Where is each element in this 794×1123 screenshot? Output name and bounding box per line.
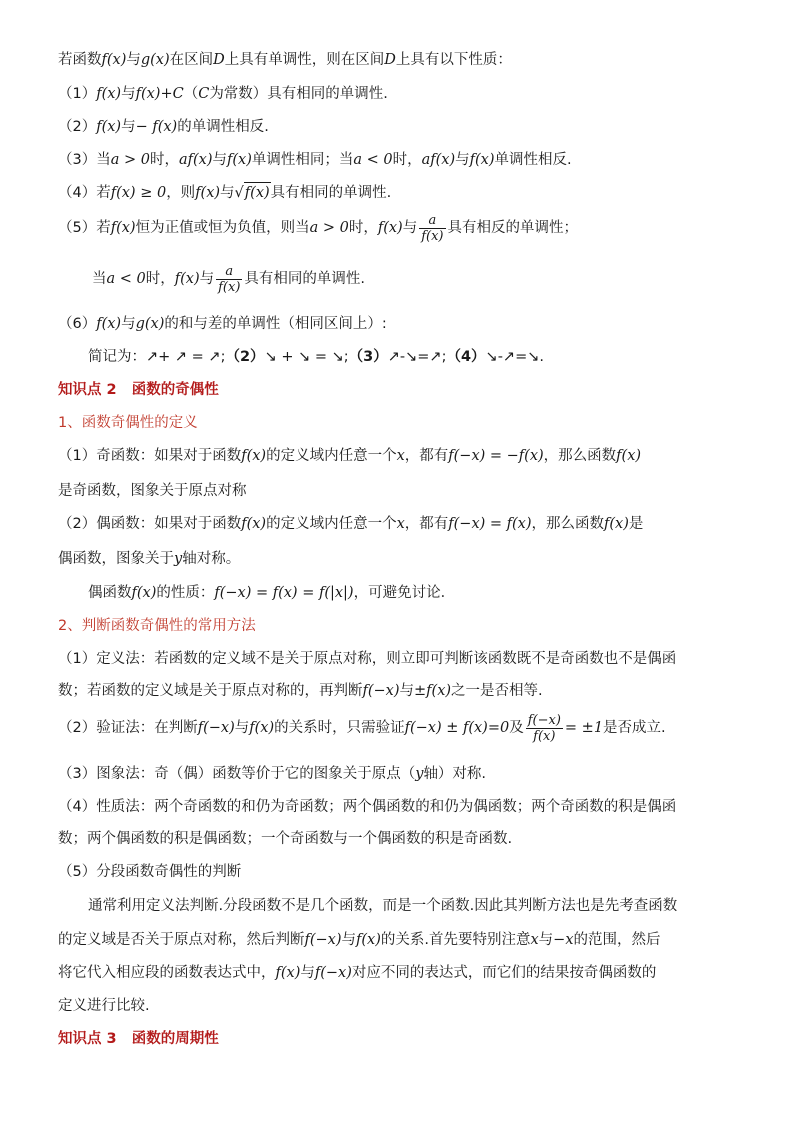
text: 与 xyxy=(220,185,235,201)
denominator: f(x) xyxy=(421,228,444,244)
math: g(x) xyxy=(140,52,170,68)
text: ↗-↘=↗; xyxy=(387,349,447,365)
piecewise-paragraph-line-3 xyxy=(58,963,738,983)
item-number: （1） xyxy=(58,86,97,102)
math: f(x)+C xyxy=(135,86,184,102)
piecewise-paragraph-line-1: 通常利用定义法判断.分段函数不是几个函数，而是一个函数.因此其判断方法也是先考查函数 xyxy=(88,898,678,914)
math: f(x) xyxy=(469,152,495,168)
heading-title: 函数的周期性 xyxy=(131,1031,219,1047)
piecewise-paragraph-line-2 xyxy=(58,930,738,950)
denominator: f(x) xyxy=(533,728,556,744)
math: f(x) xyxy=(275,965,301,981)
math: f(−x) xyxy=(362,683,400,699)
text: 定义法：若函数的定义域不是关于原点对称，则立即可判断该函数既不是奇函数也不是偶函 xyxy=(96,651,677,667)
math: y xyxy=(174,551,183,567)
item-number: （4） xyxy=(446,349,486,365)
math: af(x) xyxy=(178,152,213,168)
text: 将它代入相应段的函数表达式中， xyxy=(58,965,276,981)
text: 与 xyxy=(538,932,554,948)
math: f(x) xyxy=(241,448,267,464)
math: f(x) xyxy=(96,316,122,332)
method-5 xyxy=(58,862,738,882)
item-number: （4） xyxy=(58,799,97,815)
text: ，都有 xyxy=(404,448,449,464)
math: y xyxy=(415,766,424,782)
math: a < 0 xyxy=(106,271,146,287)
property-5 xyxy=(58,208,738,248)
item-number: （5） xyxy=(58,864,97,880)
math: D xyxy=(213,52,225,68)
text: 对应不同的表达式，而它们的结果按奇偶函数的 xyxy=(351,965,657,981)
text: 的范围，然后 xyxy=(573,932,661,948)
item-number: （6） xyxy=(58,316,97,332)
math: D xyxy=(384,52,396,68)
text: 与 xyxy=(212,152,227,168)
text: 及 xyxy=(509,720,524,736)
math: f(x) ≥ 0 xyxy=(110,185,167,201)
text: 与 xyxy=(455,152,470,168)
text: 与 xyxy=(341,932,357,948)
text: 偶函数：如果对于函数 xyxy=(96,516,242,532)
text: 偶函数 xyxy=(88,585,132,601)
heading-label: 知识点 2 xyxy=(58,382,117,398)
heading-title: 函数的奇偶性 xyxy=(131,382,219,398)
text: 与 xyxy=(199,271,215,287)
even-function-property xyxy=(88,583,738,603)
knowledge-point-3-heading xyxy=(58,1029,738,1049)
math: f(x) xyxy=(249,720,275,736)
text: 与 xyxy=(399,683,415,699)
text: 的关系.首先要特别注意 xyxy=(380,932,531,948)
math: f(x) xyxy=(356,932,381,948)
math: f(x) xyxy=(195,185,221,201)
text: 与 xyxy=(121,119,136,135)
text: 在区间 xyxy=(169,52,214,68)
text: 上具有单调性，则在区间 xyxy=(224,52,385,68)
math: f(−x) xyxy=(304,932,342,948)
text: 时， xyxy=(348,220,378,236)
text: （ xyxy=(183,86,199,102)
text: 与 xyxy=(234,720,250,736)
odd-function-definition xyxy=(58,446,738,466)
text: 与 xyxy=(126,52,141,68)
text: 若函数 xyxy=(58,52,102,68)
heading-label: 知识点 3 xyxy=(58,1031,117,1047)
item-number: （3） xyxy=(58,766,97,782)
math: f(−x) = f(x) = f(|x|) xyxy=(214,585,354,601)
text: 分段函数奇偶性的判断 xyxy=(96,864,242,880)
text: 的定义域内任意一个 xyxy=(266,448,397,464)
numerator: a xyxy=(419,213,445,229)
denominator: f(x) xyxy=(218,279,241,295)
item-number: （4） xyxy=(58,185,97,201)
text: 轴）对称. xyxy=(423,766,487,782)
math: − f(x) xyxy=(135,119,178,135)
intro-line xyxy=(58,50,738,70)
text: 时， xyxy=(145,271,175,287)
text: 当 xyxy=(92,271,107,287)
property-3 xyxy=(58,150,738,170)
text: 若 xyxy=(96,185,111,201)
math: f(x) xyxy=(377,220,403,236)
item-number: （1） xyxy=(58,651,97,667)
text: 时， xyxy=(392,152,422,168)
math: f(x) xyxy=(616,448,642,464)
text: 轴对称。 xyxy=(182,551,241,567)
math: a > 0 xyxy=(110,152,150,168)
text: 是否成立. xyxy=(603,720,666,736)
sqrt-argument: f(x) xyxy=(244,182,271,203)
text: 与 xyxy=(121,86,136,102)
math: f(x) xyxy=(241,516,267,532)
text: ，都有 xyxy=(404,516,449,532)
text: 单调性相同；当 xyxy=(251,152,354,168)
item-number: （5） xyxy=(58,220,97,236)
abbreviation-line xyxy=(88,347,738,367)
fraction xyxy=(419,213,445,244)
math: −x xyxy=(553,932,574,948)
item-number: （2） xyxy=(58,516,97,532)
math: f(−x) = −f(x) xyxy=(448,448,544,464)
item-number: （2） xyxy=(58,119,97,135)
odd-function-definition-cont: 是奇函数，图象关于原点对称 xyxy=(58,483,247,499)
text: 验证法：在判断 xyxy=(96,720,198,736)
method-4-cont: 数；两个偶函数的积是偶函数；一个奇函数与一个偶函数的积是奇函数. xyxy=(58,831,513,847)
property-2 xyxy=(58,117,738,137)
math: f(x) xyxy=(604,516,629,532)
text: ，则 xyxy=(166,185,196,201)
math: x xyxy=(530,932,539,948)
math: f(x) xyxy=(131,585,157,601)
text: 时， xyxy=(149,152,179,168)
text: ↘-↗=↘. xyxy=(485,349,544,365)
math: f(x) xyxy=(96,86,122,102)
math: g(x) xyxy=(135,316,165,332)
math: af(x) xyxy=(421,152,456,168)
math: f(−x) xyxy=(197,720,235,736)
property-5b xyxy=(92,259,738,299)
text: 的和与差的单调性（相同区间上）: xyxy=(164,316,387,332)
text: 具有相同的单调性. xyxy=(270,185,392,201)
method-2 xyxy=(58,708,738,748)
item-number: （1） xyxy=(58,448,97,464)
fraction xyxy=(216,264,242,295)
text: ↘ + ↘ = ↘; xyxy=(264,349,349,365)
math: f(−x) = f(x) xyxy=(448,516,532,532)
section-1-title: 1、函数奇偶性的定义 xyxy=(58,415,198,431)
math: a > 0 xyxy=(309,220,349,236)
section-2-title: 2、判断函数奇偶性的常用方法 xyxy=(58,618,256,634)
math: a < 0 xyxy=(353,152,393,168)
text: 的关系时，只需验证 xyxy=(274,720,405,736)
item-number: （3） xyxy=(58,152,97,168)
property-6 xyxy=(58,314,738,334)
math: f(x) xyxy=(227,152,252,168)
text: 性质法：两个奇函数的和仍为奇函数；两个偶函数的和仍为偶函数；两个奇函数的积是偶函 xyxy=(96,799,677,815)
math: C xyxy=(198,86,210,102)
numerator: f(−x) xyxy=(527,712,561,728)
text: 具有相同的单调性. xyxy=(244,271,366,287)
math: x xyxy=(396,448,405,464)
text: ，那么函数 xyxy=(543,448,617,464)
text: 若 xyxy=(96,220,111,236)
math: ±f(x) xyxy=(414,683,452,699)
text: 与 xyxy=(402,220,418,236)
text: 恒为正值或恒为负值，则当 xyxy=(135,220,310,236)
text: 是 xyxy=(628,516,644,532)
text: 当 xyxy=(96,152,111,168)
property-4 xyxy=(58,182,738,202)
text: 的定义域是否关于原点对称，然后判断 xyxy=(58,932,305,948)
knowledge-point-2-heading xyxy=(58,380,738,400)
text: 与 xyxy=(300,965,315,981)
math: f(−x) ± f(x)=0 xyxy=(404,720,510,736)
text: 奇函数：如果对于函数 xyxy=(96,448,242,464)
text: 为常数）具有相同的单调性. xyxy=(209,86,388,102)
piecewise-paragraph-line-4: 定义进行比较. xyxy=(58,998,150,1014)
numerator: a xyxy=(216,264,242,280)
text: 的单调性相反. xyxy=(177,119,269,135)
text: 图象法：奇（偶）函数等价于它的图象关于原点（ xyxy=(96,766,416,782)
math: x xyxy=(396,516,405,532)
even-function-definition xyxy=(58,514,738,534)
text: 与 xyxy=(121,316,136,332)
text: 数；若函数的定义域是关于原点对称的，再判断 xyxy=(58,683,363,699)
item-number: （2） xyxy=(225,349,265,365)
math: = ±1 xyxy=(564,720,604,736)
sqrt-sign: √ xyxy=(234,185,244,201)
item-number: （2） xyxy=(58,720,97,736)
even-function-definition-cont xyxy=(58,549,738,569)
property-1 xyxy=(58,84,738,104)
text: 具有相反的单调性； xyxy=(447,220,578,236)
fraction xyxy=(526,713,563,744)
method-1 xyxy=(58,649,738,669)
math: f(x) xyxy=(101,52,127,68)
method-4 xyxy=(58,797,738,817)
text: 的定义域内任意一个 xyxy=(266,516,397,532)
text: 之一是否相等. xyxy=(451,683,543,699)
math: f(x) xyxy=(110,220,136,236)
text: 偶函数，图象关于 xyxy=(58,551,174,567)
text: 上具有以下性质： xyxy=(395,52,512,68)
method-1-cont xyxy=(58,681,738,701)
method-3 xyxy=(58,764,738,784)
math: f(x) xyxy=(174,271,200,287)
text: 简记为：↗+ ↗ = ↗; xyxy=(88,349,226,365)
item-number: （3） xyxy=(348,349,388,365)
text: 单调性相反. xyxy=(494,152,572,168)
math: f(x) xyxy=(96,119,122,135)
text: ，那么函数 xyxy=(531,516,605,532)
math: f(−x) xyxy=(314,965,352,981)
text: ，可避免讨论． xyxy=(353,585,456,601)
text: 的性质： xyxy=(156,585,215,601)
